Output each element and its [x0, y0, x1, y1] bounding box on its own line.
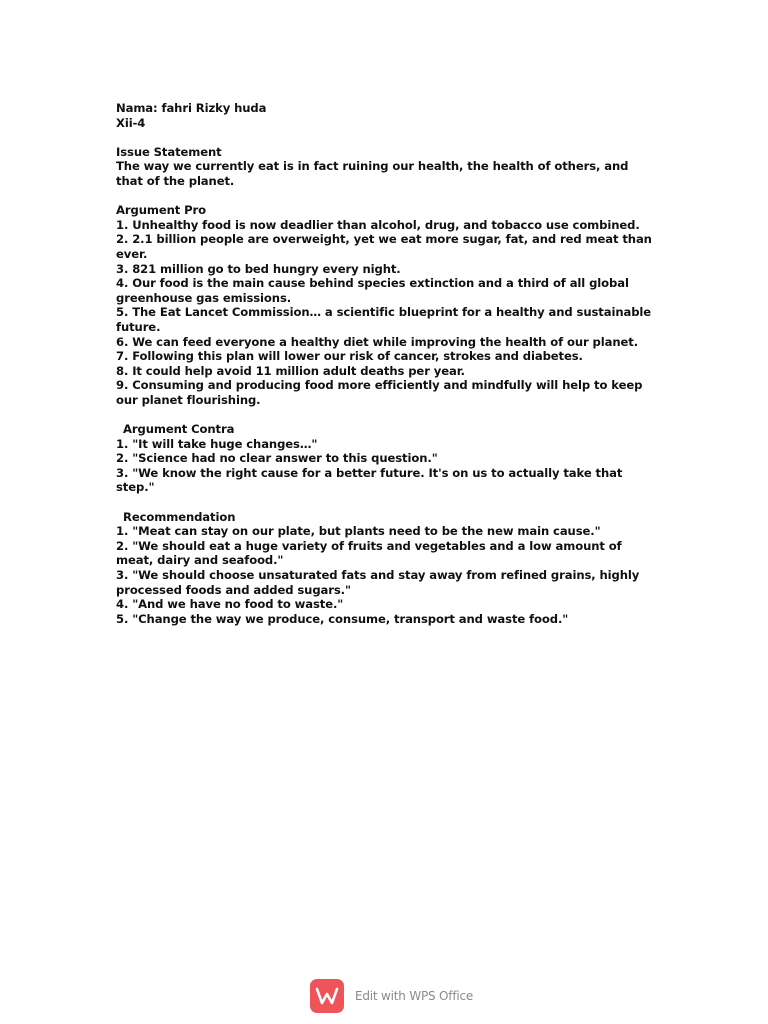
- recommendation-item: 3. "We should choose unsaturated fats and stay away from refined grains, highly processed foods and added sugars.": [116, 568, 640, 597]
- argument-pro-item: 3. 821 million go to bed hungry every night.: [116, 261, 401, 276]
- spacer: [116, 407, 656, 422]
- argument-pro-heading: Argument Pro: [116, 203, 206, 218]
- argument-contra-item: 1. "It will take huge changes…": [116, 436, 318, 451]
- student-class: Xii-4: [116, 115, 146, 130]
- issue-statement-heading: Issue Statement: [116, 144, 222, 159]
- argument-contra-heading: Argument Contra: [123, 422, 235, 437]
- argument-pro-item: 5. The Eat Lancet Commission… a scientific blueprint for a healthy and sustainable future.: [116, 305, 652, 334]
- spacer: [116, 130, 656, 145]
- argument-contra-item: 3. "We know the right cause for a better future. It's on us to actually take that step.": [116, 465, 623, 495]
- argument-pro-item: 2. 2.1 billion people are overweight, yet we eat more sugar, fat, and red meat than ever.: [116, 232, 652, 261]
- document-body: [116, 101, 656, 626]
- recommendation-item: 5. "Change the way we produce, consume, transport and waste food.": [116, 611, 569, 626]
- recommendation-item: 4. "And we have no food to waste.": [116, 597, 344, 612]
- argument-contra-item: 2. "Science had no clear answer to this question.": [116, 451, 438, 466]
- recommendation-heading: Recommendation: [123, 509, 236, 524]
- edit-with-wps-office-link[interactable]: [310, 979, 473, 1013]
- edit-with-wps-office-text: Edit with WPS Office: [355, 989, 474, 1003]
- argument-pro-item: 4. Our food is the main cause behind species extinction and a third of all global greenhouse gas emissions.: [116, 276, 629, 305]
- argument-pro-item: 7. Following this plan will lower our risk of cancer, strokes and diabetes.: [116, 349, 583, 364]
- recommendation-item: 1. "Meat can stay on our plate, but plants need to be the new main cause.": [116, 524, 601, 539]
- spacer: [116, 189, 656, 204]
- argument-pro-item: 1. Unhealthy food is now deadlier than alcohol, drug, and tobacco use combined.: [116, 217, 640, 232]
- issue-statement-text: The way we currently eat is in fact ruining our health, the health of others, and that of the planet.: [116, 159, 629, 188]
- argument-pro-item: 9. Consuming and producing food more efficiently and mindfully will help to keep our planet flourishing.: [116, 378, 643, 407]
- argument-pro-item: 8. It could help avoid 11 million adult deaths per year.: [116, 363, 465, 378]
- student-name: Nama: fahri Rizky huda: [116, 101, 267, 115]
- argument-pro-item: 6. We can feed everyone a healthy diet while improving the health of our planet.: [116, 334, 639, 349]
- wps-office-logo-icon: [310, 979, 344, 1013]
- recommendation-item: 2. "We should eat a huge variety of fruits and vegetables and a low amount of meat, dairy and seafood.": [116, 538, 622, 568]
- spacer: [116, 495, 656, 510]
